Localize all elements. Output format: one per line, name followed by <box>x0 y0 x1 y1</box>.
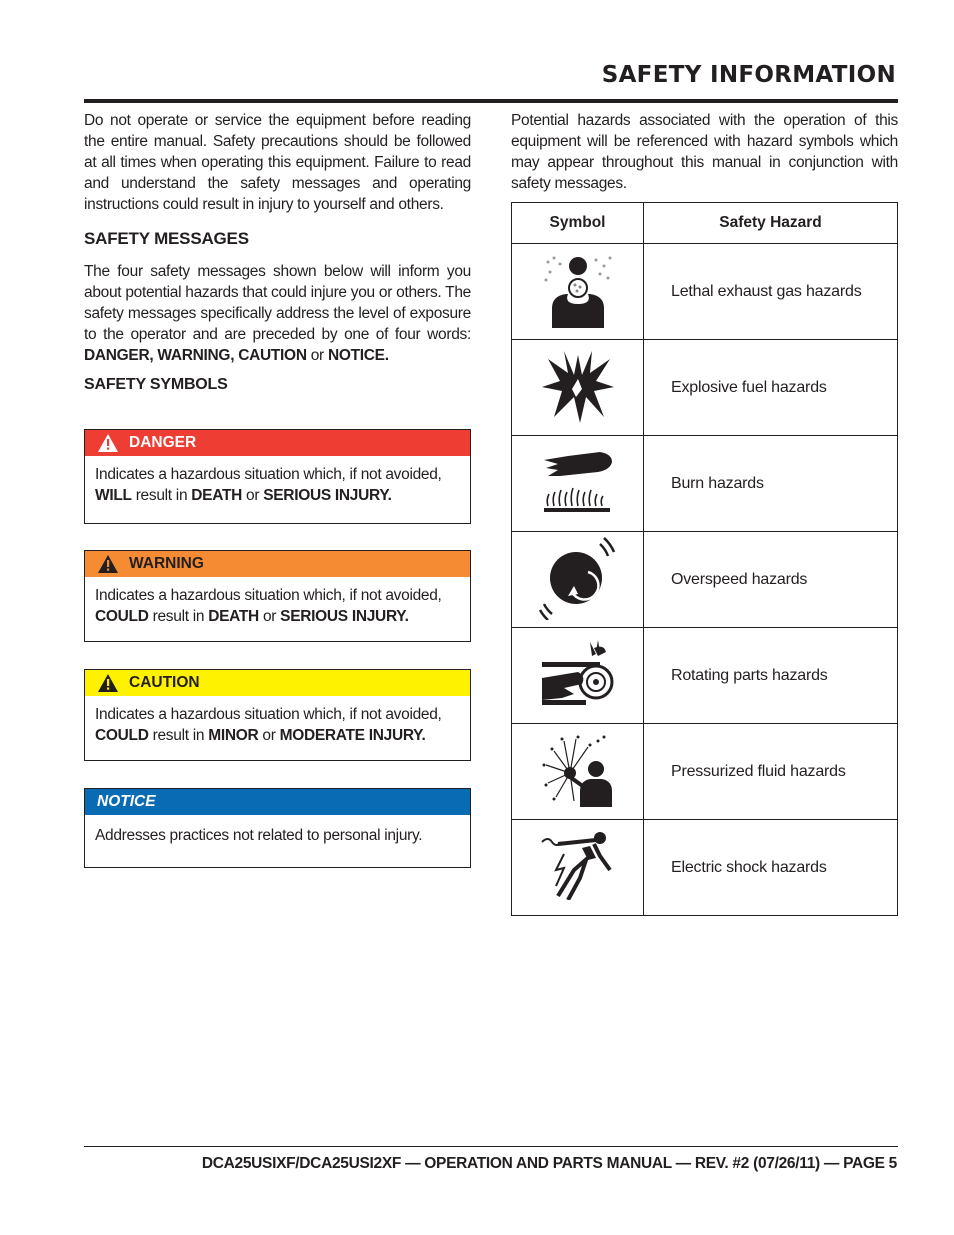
caution-message-box <box>84 669 471 761</box>
notice-text: Addresses practices not related to personal injury. <box>95 827 423 844</box>
signal-words: DANGER, WARNING, CAUTION <box>84 347 307 364</box>
warning-text <box>85 577 470 627</box>
danger-text-3: or <box>242 487 264 504</box>
hazard-label: Overspeed hazards <box>644 532 898 628</box>
caution-word-3: MODERATE INJURY. <box>279 727 426 744</box>
title-rule <box>84 99 898 103</box>
footer-rule <box>84 1146 898 1147</box>
hazard-label: Rotating parts hazards <box>644 628 898 724</box>
hazard-label: Electric shock hazards <box>644 820 898 916</box>
caution-word-1: COULD <box>95 727 149 744</box>
warning-text-2: result in <box>148 608 209 625</box>
pressurized-fluid-icon <box>540 731 616 807</box>
danger-word-1: WILL <box>95 487 132 504</box>
warning-word-1: COULD <box>95 608 149 625</box>
intro-paragraph: Do not operate or service the equipment before reading the entire manual. Safety precautions should be followed at all times when operating this equipment. Failure to read and understand the safety messages and operating instructions could result in injury to yourself and others. <box>84 112 471 213</box>
danger-message-box <box>84 429 471 524</box>
page-title: SAFETY INFORMATION <box>601 62 896 88</box>
danger-text-2: result in <box>131 487 192 504</box>
hazard-label: Lethal exhaust gas hazards <box>644 244 898 340</box>
table-row <box>512 820 898 916</box>
danger-text <box>85 456 470 506</box>
notice-word: NOTICE. <box>327 347 389 364</box>
caution-text-2: result in <box>148 727 209 744</box>
left-column <box>84 110 471 394</box>
right-column <box>511 110 898 194</box>
table-row <box>512 724 898 820</box>
warning-message-box <box>84 550 471 642</box>
warning-word-3: SERIOUS INJURY. <box>280 608 409 625</box>
table-row <box>512 436 898 532</box>
table-row <box>512 244 898 340</box>
caution-text-3: or <box>258 727 280 744</box>
alert-triangle-icon <box>97 554 119 574</box>
safety-messages-text: The four safety messages shown below will inform you about potential hazards that could injure you or others. The safety messages specifically address the level of exposure to the operator and are preceded by one of four words: <box>84 263 471 343</box>
hazard-table-header <box>512 203 898 244</box>
hazard-label: Explosive fuel hazards <box>644 340 898 436</box>
danger-label: DANGER <box>129 434 197 451</box>
or-text: or <box>310 347 324 364</box>
burn-icon <box>540 446 616 516</box>
caution-word-2: MINOR <box>208 727 259 744</box>
overspeed-icon <box>538 534 618 620</box>
hazard-table <box>511 202 898 916</box>
potential-hazards-paragraph: Potential hazards associated with the operation of this equipment will be referenced with hazard symbols which may appear throughout this manual in conjunction with safety messages. <box>511 112 898 192</box>
table-row <box>512 340 898 436</box>
explosion-icon <box>540 347 616 423</box>
caution-header <box>85 670 470 696</box>
table-row <box>512 628 898 724</box>
alert-triangle-icon <box>97 433 119 453</box>
column-header-hazard: Safety Hazard <box>644 203 898 244</box>
exhaust-gas-icon <box>538 250 618 328</box>
notice-label: NOTICE <box>97 793 156 810</box>
hazard-label: Pressurized fluid hazards <box>644 724 898 820</box>
safety-messages-paragraph <box>84 261 471 366</box>
caution-label: CAUTION <box>129 674 200 691</box>
notice-message-box <box>84 788 471 868</box>
danger-text-1: Indicates a hazardous situation which, if not avoided, <box>95 466 442 483</box>
column-header-symbol: Symbol <box>512 203 644 244</box>
warning-header <box>85 551 470 577</box>
warning-word-2: DEATH <box>208 608 259 625</box>
electric-shock-icon <box>538 830 618 900</box>
table-row <box>512 532 898 628</box>
danger-word-3: SERIOUS INJURY. <box>263 487 392 504</box>
hazard-label: Burn hazards <box>644 436 898 532</box>
danger-word-2: DEATH <box>191 487 243 504</box>
warning-text-3: or <box>258 608 281 625</box>
caution-text-1: Indicates a hazardous situation which, if not avoided, <box>95 706 442 723</box>
safety-messages-heading: SAFETY MESSAGES <box>84 229 249 248</box>
safety-symbols-heading: SAFETY SYMBOLS <box>84 376 228 393</box>
page-footer: DCA25USIXF/DCA25USI2XF — OPERATION AND PARTS MANUAL — REV. #2 (07/26/11) — PAGE 5 <box>201 1155 897 1172</box>
warning-label: WARNING <box>129 555 204 572</box>
alert-triangle-icon <box>97 673 119 693</box>
caution-text <box>85 696 470 746</box>
warning-text-1: Indicates a hazardous situation which, if not avoided, <box>95 587 442 604</box>
notice-header <box>85 789 470 815</box>
danger-header <box>85 430 470 456</box>
rotating-parts-icon <box>540 638 616 708</box>
